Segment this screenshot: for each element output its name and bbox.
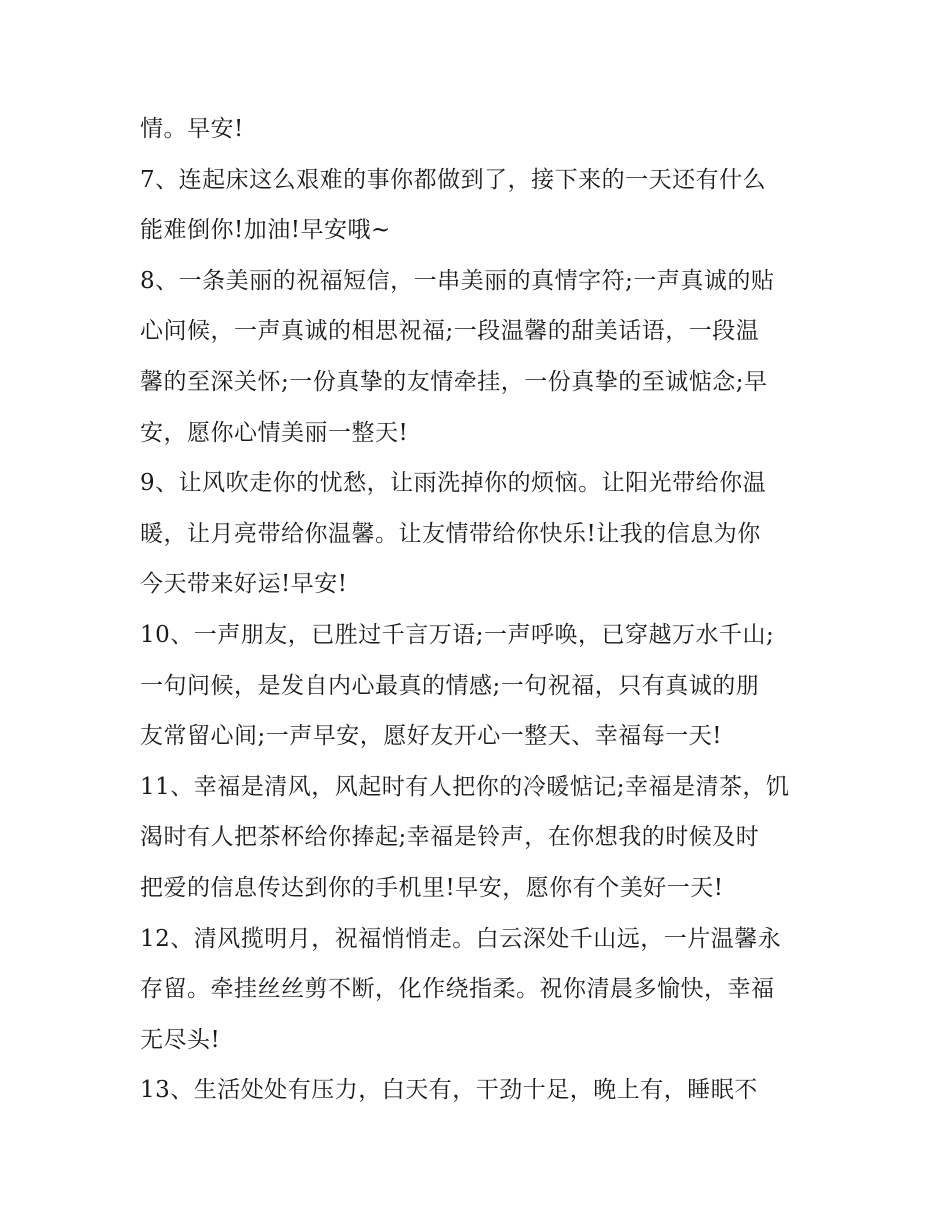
text-line: 心问候，一声真诚的相思祝福;一段温馨的甜美话语，一段温	[140, 318, 760, 345]
text-line: 能难倒你!加油!早安哦~	[140, 217, 391, 244]
text-line: 馨的至深关怀;一份真挚的友情牵挂，一份真挚的至诚惦念;早	[140, 368, 768, 395]
text-line: 9、让风吹走你的忧愁，让雨洗掉你的烦恼。让阳光带给你温	[140, 470, 767, 497]
text-line: 友常留心间;一声早安，愿好友开心一整天、幸福每一天!	[140, 723, 722, 750]
text-line: 一句问候，是发自内心最真的情感;一句祝福，只有真诚的朋	[140, 672, 760, 699]
text-line: 12、清风揽明月，祝福悄悄走。白云深处千山远，一片温馨永	[140, 925, 782, 952]
text-line: 存留。牵挂丝丝剪不断，化作绕指柔。祝你清晨多愉快，幸福	[140, 976, 775, 1003]
text-line: 无尽头!	[140, 1026, 221, 1053]
text-line: 暖，让月亮带给你温馨。让友情带给你快乐!让我的信息为你	[140, 520, 761, 547]
text-line: 8、一条美丽的祝福短信，一串美丽的真情字符;一声真诚的贴	[140, 267, 775, 294]
text-line: 10、一声朋友，已胜过千言万语;一声呼唤，已穿越万水千山;	[140, 621, 775, 648]
text-line: 安，愿你心情美丽一整天!	[140, 419, 409, 446]
body-text	[140, 104, 820, 1116]
text-line: 7、连起床这么艰难的事你都做到了，接下来的一天还有什么	[140, 166, 767, 193]
text-line: 情。早安!	[140, 116, 244, 142]
text-line: 今天带来好运!早安!	[140, 571, 348, 598]
text-line: 13、生活处处有压力，白天有，干劲十足，晚上有，睡眠不	[140, 1077, 758, 1104]
text-line: 把爱的信息传达到你的手机里!早安，愿你有个美好一天!	[140, 874, 724, 901]
text-line: 渴时有人把茶杯给你捧起;幸福是铃声，在你想我的时候及时	[140, 824, 760, 851]
text-line: 11、幸福是清风，风起时有人把你的冷暖惦记;幸福是清茶，饥	[140, 773, 790, 800]
